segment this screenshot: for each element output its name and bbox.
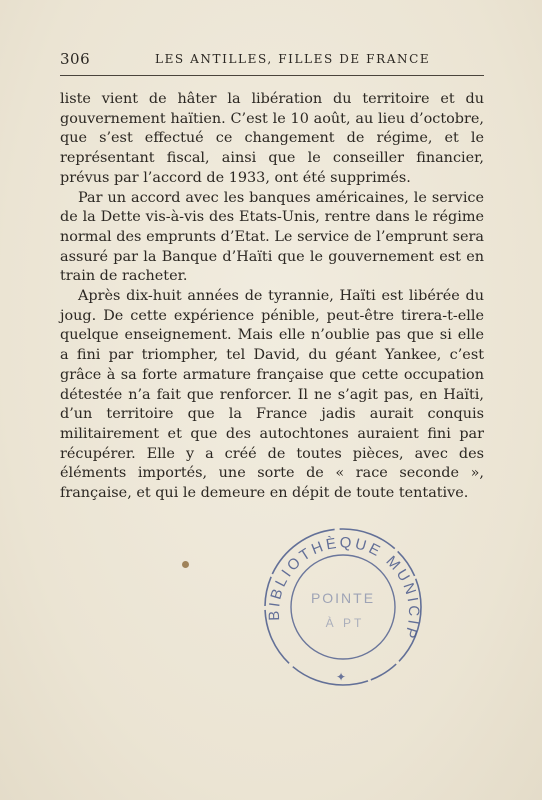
stamp-inner-line-1: POINTE <box>310 590 376 606</box>
stamp-graphic <box>253 515 433 695</box>
header-rule <box>60 75 484 76</box>
ink-spot <box>182 561 189 568</box>
paragraph-3: Après dix-huit années de tyrannie, Haïti est libérée du joug. De cette expérience pénible, peut-être tirera-t-elle quelque enseignement. Mais elle n’oublie pas que si elle a fini par triompher, tel David, du géant Yankee, c’est grâce à sa forte armature française que cette occupation détestée n’a fait que renforcer. Il ne s’agit pas, en Haïti, d’un territoire que la France jadis aurait conquis militairement et que des autochtones auraient fini par récupérer. Elle y a créé de toutes pièces, avec des éléments importés, une sorte de « race seconde », française, et qui le demeure en dépit de toute tentative. <box>60 288 484 502</box>
running-title: LES ANTILLES, FILLES DE FRANCE <box>155 52 431 66</box>
page-number: 306 <box>60 50 91 68</box>
page-header <box>60 50 484 70</box>
stamp-inner-line-2: À PT <box>325 616 365 630</box>
body-text <box>60 90 484 504</box>
paragraph-1: liste vient de hâter la libération du territoire et du gouvernement haïtien. C’est le 10 août, au lieu d’octobre, que s’est effectué ce changement de régime, et le représentant fiscal, ainsi que le conseiller financier, prévus par l’accord de 1933, ont été supprimés. <box>60 91 484 186</box>
library-stamp <box>253 515 433 695</box>
stamp-outer-text: BIBLIOTHÈQUE MUNICIP <box>265 534 423 642</box>
stamp-star-icon: ✦ <box>335 670 347 684</box>
paragraph-2: Par un accord avec les banques américaines, le service de la Dette vis-à-vis des Etats-Unis, rentre dans le régime normal des emprunts d’Etat. Le service de l’emprunt sera assuré par la Banque d’Haïti que le gouvernement est en train de racheter. <box>60 189 484 285</box>
